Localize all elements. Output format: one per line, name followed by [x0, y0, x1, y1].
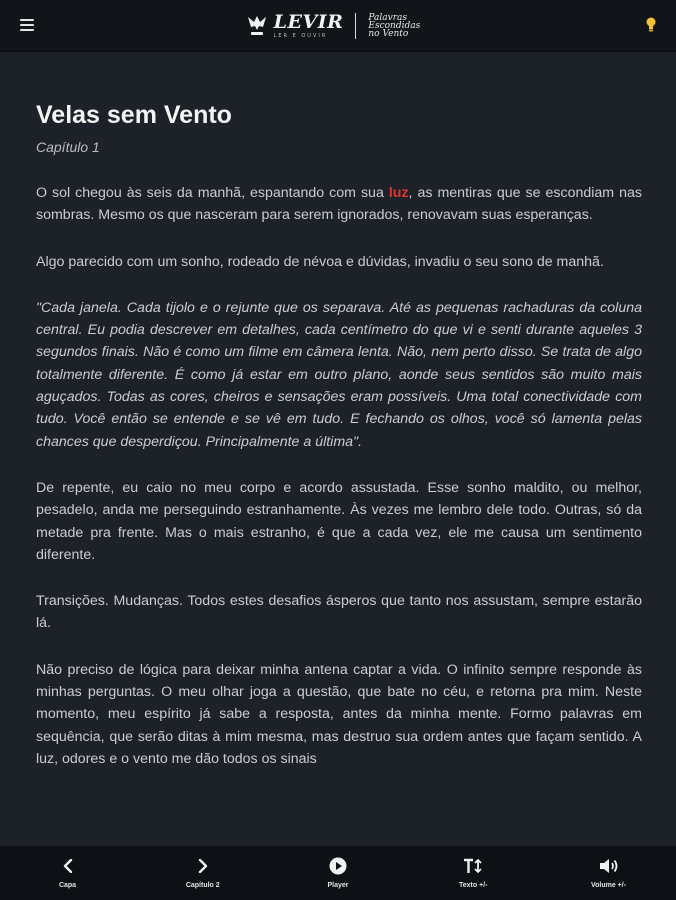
levir-logo-icon: [246, 13, 268, 39]
chapter-subtitle: Capítulo 1: [36, 139, 100, 155]
paragraph-4: De repente, eu caio no meu corpo e acordo assustada. Esse sonho maldito, ou melhor, pesadelo, anda me perseguindo estranhamente. Às vezes me lembro dele todo. Outras, só da metade pra frente. Mas o mais estranho, é que a cada vez, ele me causa um sentimento diferente.: [36, 479, 642, 563]
paragraph-2: Algo parecido com um sonho, rodeado de névoa e dúvidas, invadiu o seu sono de manhã.: [36, 253, 604, 270]
paragraph-1: O sol chegou às seis da manhã, espantando com sua luz, as mentiras que se escondiam nas sombras. Mesmo os que nasceram para serem ignorados, renovavam suas esperanças.: [36, 185, 642, 224]
nav-player-label: Player: [327, 882, 349, 889]
brand-name: LEVIR: [273, 10, 344, 33]
play-icon: [328, 856, 348, 876]
paragraph-quote: "Cada janela. Cada tijolo e o rejunte que os separava. Até as pequenas rachaduras da coluna central. Eu podia descrever em detalhes, cada centímetro do que vi e senti durante aqueles 3 segundos finais. Não é como um filme em câmera lenta. Não, nem perto disso. Se trata de algo totalmente diferente. É como já estar em outro plano, aonde seus sentidos são muito mais aguçados. Todas as cores, cheiros e sensações eram possíveis. Uma total conectividade com tudo. Você então se entende e se vê em tudo. E fechando os olhos, você só lamenta pelas chances que desperdiçou. Principalmente a última".: [36, 299, 642, 450]
app-logo: [246, 10, 431, 39]
chevron-right-icon: [193, 856, 213, 876]
highlighted-word[interactable]: luz: [388, 185, 409, 201]
nav-next-chapter-label: Capítulo 2: [185, 882, 220, 889]
brand-tagline: LER E OUVIR: [273, 32, 328, 39]
chevron-left-icon: [58, 856, 78, 876]
nav-text-size-button[interactable]: [406, 856, 541, 889]
bottom-nav: [0, 846, 676, 900]
lightbulb-icon[interactable]: [646, 17, 656, 33]
nav-volume-label: Volume +/-: [590, 882, 627, 889]
logo-divider: [355, 13, 356, 39]
hamburger-menu-icon[interactable]: [20, 19, 34, 31]
nav-volume-button[interactable]: [541, 856, 676, 889]
paragraph-5: Transições. Mudanças. Todos estes desafios ásperos que tanto nos assustam, sempre estarão lá.: [36, 593, 642, 632]
nav-next-chapter-button[interactable]: [135, 856, 270, 889]
nav-cover-label: Capa: [58, 882, 77, 889]
top-bar: [0, 0, 676, 52]
volume-icon: [599, 856, 619, 876]
nav-text-size-label: Texto +/-: [459, 882, 488, 889]
chapter-content: [36, 100, 642, 770]
text-size-icon: [463, 856, 483, 876]
nav-player-button[interactable]: [271, 856, 406, 889]
chapter-title: Velas sem Vento: [36, 101, 232, 129]
paragraph-6: Não preciso de lógica para deixar minha antena captar a vida. O infinito sempre responde às minhas perguntas. O meu olhar joga a questão, que bate no céu, e retorna pra mim. Neste momento, meu espírito já sabe a resposta, antes da minha mente. Formo palavras em sequência, que serão ditas à mim mesma, mas destruo sua ordem antes que façam sentido. A luz, odores e o vento me dão todos os sinais: [36, 661, 642, 767]
nav-cover-button[interactable]: [0, 856, 135, 889]
book-title-logo: Palavras Escondidas no Vento: [368, 12, 421, 39]
